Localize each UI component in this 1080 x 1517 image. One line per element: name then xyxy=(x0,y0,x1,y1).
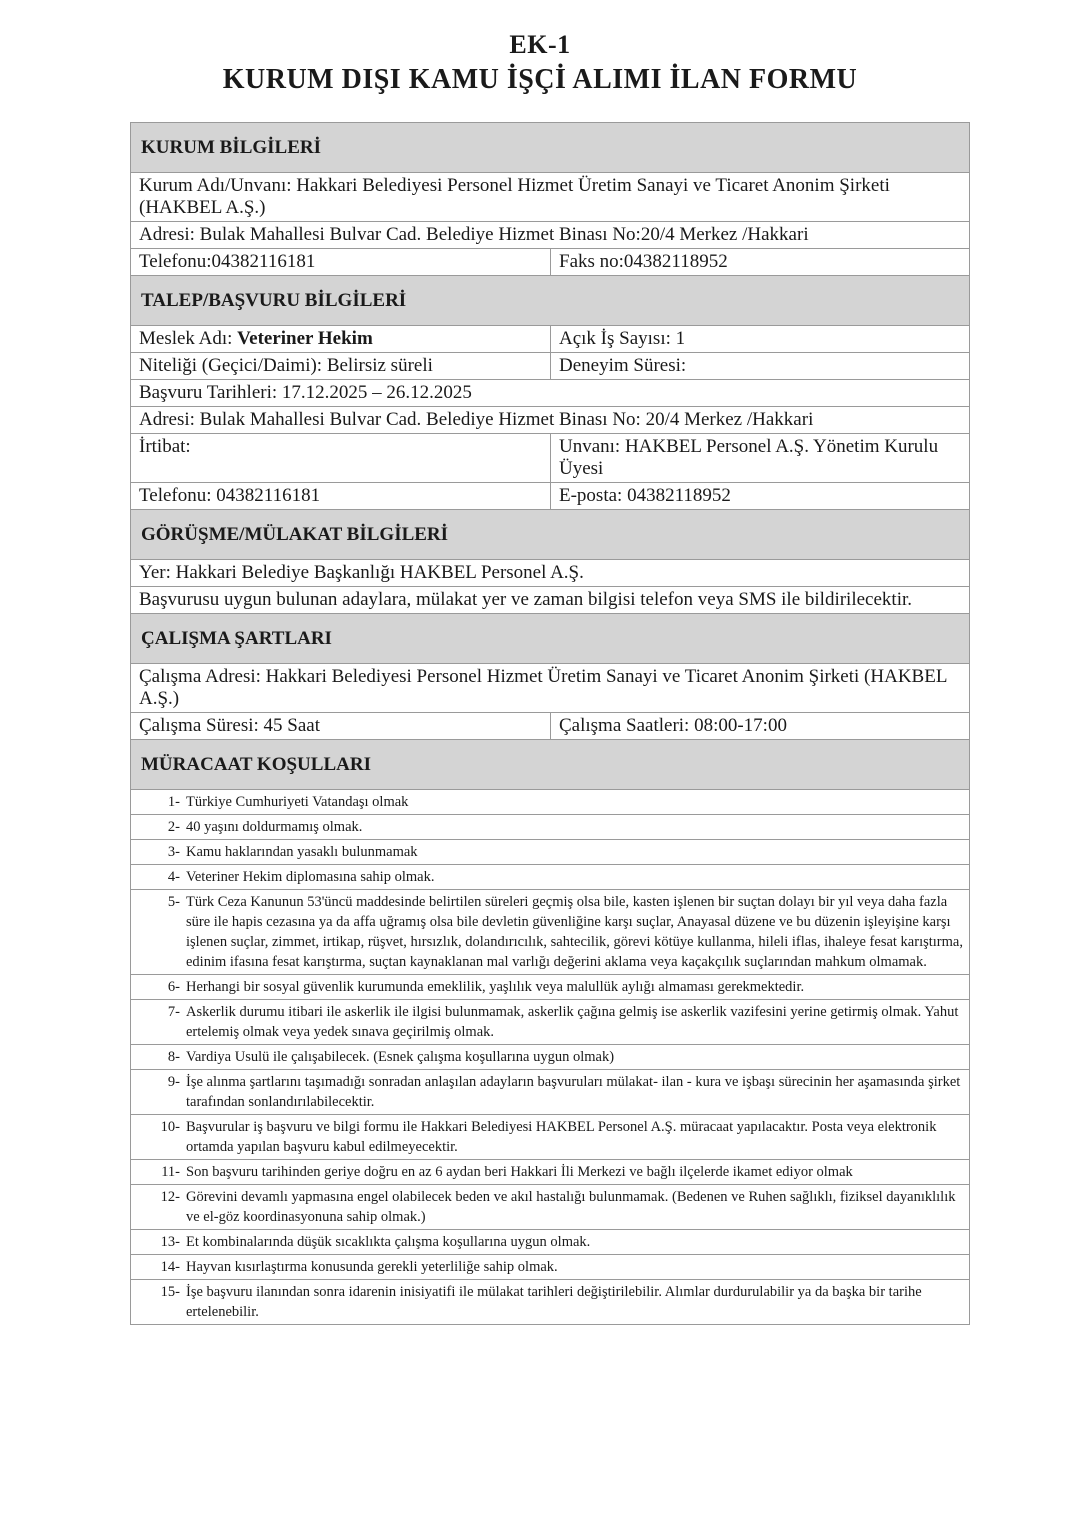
condition-number: 11- xyxy=(161,1164,180,1180)
condition-number: 14- xyxy=(160,1259,180,1275)
section-header-gorusme: GÖRÜŞME/MÜLAKAT BİLGİLERİ xyxy=(131,510,969,560)
condition-number: 13- xyxy=(160,1234,180,1250)
condition-text: Türkiye Cumhuriyeti Vatandaşı olmak xyxy=(186,794,409,810)
acik-is-sayisi: Açık İş Sayısı: 1 xyxy=(559,328,686,349)
condition-text: Görevini devamlı yapmasına engel olabilecek beden ve akıl hastalığı bulunmamak. (Bedenen ve Ruhen sağlıklı, fiziksel dayanıklılık ve el-göz koordinasyonuna sahip olmak.) xyxy=(186,1189,956,1225)
condition-text: Veteriner Hekim diplomasına sahip olmak. xyxy=(186,869,435,885)
condition-text: Kamu haklarından yasaklı bulunmamak xyxy=(186,844,418,860)
condition-item xyxy=(131,890,969,975)
condition-item xyxy=(131,1185,969,1230)
talep-adres-row xyxy=(131,407,969,434)
kurum-adres-row xyxy=(131,222,969,249)
form-annex-label: EK-1 xyxy=(509,30,571,59)
condition-text: Başvurular iş başvuru ve bilgi formu ile Hakkari Belediyesi HAKBEL Personel A.Ş. müracaat yapılacaktır. Posta veya elektronik ortamda yapılan başvuru kabul edilmeyecektir. xyxy=(186,1119,937,1155)
condition-number: 3- xyxy=(167,844,180,860)
condition-text: Et kombinalarında düşük sıcaklıkta çalışma koşullarına uygun olmak. xyxy=(186,1234,591,1250)
niteligi: Niteliği (Geçici/Daimi): Belirsiz süreli xyxy=(131,353,551,379)
condition-item xyxy=(131,1280,969,1324)
kurum-adres: Adresi: Bulak Mahallesi Bulvar Cad. Belediye Hizmet Binası No:20/4 Merkez /Hakkari xyxy=(139,224,809,245)
kurum-faks: Faks no:04382118952 xyxy=(559,251,728,272)
condition-item xyxy=(131,1000,969,1045)
condition-number: 7- xyxy=(167,1004,180,1020)
condition-text: Son başvuru tarihinden geriye doğru en az 6 aydan beri Hakkari İli Merkezi ve bağlı ilçelerde ikamet ediyor olmak xyxy=(186,1164,853,1180)
condition-item xyxy=(131,1115,969,1160)
talep-telefon: Telefonu: 04382116181 xyxy=(131,483,551,509)
gorusme-bilgi-row xyxy=(131,587,969,614)
condition-number: 5- xyxy=(167,894,180,910)
section-header-talep: TALEP/BAŞVURU BİLGİLERİ xyxy=(131,276,969,326)
condition-item xyxy=(131,1070,969,1115)
basvuru-tarihleri: Başvuru Tarihleri: 17.12.2025 – 26.12.2025 xyxy=(139,382,472,403)
condition-number: 4- xyxy=(167,869,180,885)
gorusme-yer-row xyxy=(131,560,969,587)
condition-item xyxy=(131,865,969,890)
condition-number: 2- xyxy=(167,819,180,835)
condition-item xyxy=(131,1230,969,1255)
condition-text: 40 yaşını doldurmamış olmak. xyxy=(186,819,363,835)
meslek-label: Meslek Adı: xyxy=(139,328,238,349)
condition-number: 6- xyxy=(167,979,180,995)
kurum-iletisim-row xyxy=(131,249,969,276)
condition-text: Herhangi bir sosyal güvenlik kurumunda emeklilik, yaşlılık veya malullük aylığı almaması gerekmektedir. xyxy=(186,979,805,995)
meslek-value: Veteriner Hekim xyxy=(237,328,373,349)
condition-number: 12- xyxy=(160,1189,180,1205)
condition-item xyxy=(131,1045,969,1070)
announcement-form xyxy=(130,122,970,1325)
condition-text: Hayvan kısırlaştırma konusunda gerekli yeterliliğe sahip olmak. xyxy=(186,1259,558,1275)
calisma-suresi: Çalışma Süresi: 45 Saat xyxy=(131,713,551,739)
condition-item xyxy=(131,790,969,815)
basvuru-tarihleri-row xyxy=(131,380,969,407)
condition-text: İşe alınma şartlarını taşımadığı sonradan anlaşılan adayların başvuruları mülakat- ilan - kura ve işbaşı sürecinin her aşamasında şirket tarafından sonlandırılabilecektir. xyxy=(186,1074,961,1110)
condition-item xyxy=(131,1255,969,1280)
condition-number: 15- xyxy=(160,1284,180,1300)
gorusme-bilgi: Başvurusu uygun bulunan adaylara, mülakat yer ve zaman bilgisi telefon veya SMS ile bildirilecektir. xyxy=(139,589,912,610)
condition-item xyxy=(131,1160,969,1185)
talep-iletisim-row xyxy=(131,483,969,510)
deneyim-suresi: Deneyim Süresi: xyxy=(559,355,687,376)
form-title: KURUM DIŞI KAMU İŞÇİ ALIMI İLAN FORMU xyxy=(222,64,858,95)
talep-eposta: E-posta: 04382118952 xyxy=(559,485,731,506)
kurum-adi-row xyxy=(131,173,969,222)
irtibat: İrtibat: xyxy=(131,434,551,482)
section-header-kurum: KURUM BİLGİLERİ xyxy=(131,123,969,173)
section-header-muracaat: MÜRACAAT KOŞULLARI xyxy=(131,740,969,790)
calisma-sure-row xyxy=(131,713,969,740)
section-header-calisma: ÇALIŞMA ŞARTLARI xyxy=(131,614,969,664)
condition-number: 1- xyxy=(167,794,180,810)
gorusme-yer: Yer: Hakkari Belediye Başkanlığı HAKBEL Personel A.Ş. xyxy=(139,562,584,583)
condition-text: Türk Ceza Kanunun 53'üncü maddesinde belirtilen süreleri geçmiş olsa bile, kasten işlenen bir suçtan dolayı bir yıl veya daha fazla süre ile hapis cezasına ya da affa uğramış olsa bile devletin güvenliğine karşı suçlar, Anayasal düzene ve bu düzenin işleyişine karşı işlenen suçlar, zimmet, irtikap, rüşvet, hırsızlık, dolandırıcılık, sahtecilik, görevi kötüye kullanma, hileli iflas, ihaleye fesat karıştırma, edinim ifasına fesat karıştırma, suçtan kaynaklanan mal varlığı değerini aklama veya kaçakçılık suçlarından mahkum olmamak. xyxy=(186,894,963,970)
condition-text: İşe başvuru ilanından sonra idarenin inisiyatifi ile mülakat tarihleri değiştirilebilir. Alımlar durdurulabilir ya da başka bir tarihe ertelenebilir. xyxy=(186,1284,922,1320)
calisma-adres: Çalışma Adresi: Hakkari Belediyesi Personel Hizmet Üretim Sanayi ve Ticaret Anonim Şirketi (HAKBEL A.Ş.) xyxy=(139,666,947,709)
condition-text: Askerlik durumu itibari ile askerlik ile ilgisi bulunmamak, askerlik çağına gelmiş ise askerlik vazifesini yerine getirmiş olmak. Yahut ertelemiş olmak veya yedek sınava geçirilmiş olmak. xyxy=(186,1004,959,1040)
condition-item xyxy=(131,975,969,1000)
condition-number: 10- xyxy=(160,1119,180,1135)
nitelik-row xyxy=(131,353,969,380)
calisma-adres-row xyxy=(131,664,969,713)
kurum-adi: Kurum Adı/Unvanı: Hakkari Belediyesi Personel Hizmet Üretim Sanayi ve Ticaret Anonim Şirketi (HAKBEL A.Ş.) xyxy=(139,175,890,218)
irtibat-row xyxy=(131,434,969,483)
meslek-row xyxy=(131,326,969,353)
irtibat-unvani: Unvanı: HAKBEL Personel A.Ş. Yönetim Kurulu Üyesi xyxy=(559,436,939,479)
talep-adres: Adresi: Bulak Mahallesi Bulvar Cad. Belediye Hizmet Binası No: 20/4 Merkez /Hakkari xyxy=(139,409,814,430)
kurum-telefon: Telefonu:04382116181 xyxy=(131,249,551,275)
condition-item xyxy=(131,815,969,840)
meslek-adi xyxy=(131,326,551,352)
condition-number: 8- xyxy=(167,1049,180,1065)
condition-number: 9- xyxy=(167,1074,180,1090)
condition-item xyxy=(131,840,969,865)
calisma-saatleri: Çalışma Saatleri: 08:00-17:00 xyxy=(559,715,787,736)
condition-text: Vardiya Usulü ile çalışabilecek. (Esnek çalışma koşullarına uygun olmak) xyxy=(186,1049,615,1065)
